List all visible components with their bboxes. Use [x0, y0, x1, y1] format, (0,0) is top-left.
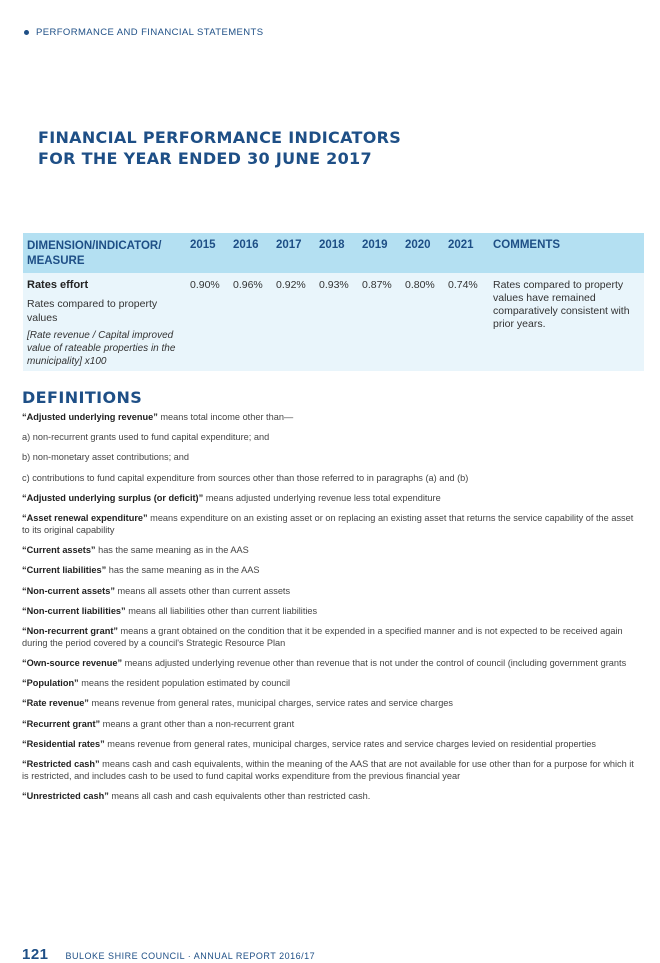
definition-term: “Asset renewal expenditure”: [22, 512, 148, 523]
col-year-header: 2018: [319, 239, 345, 251]
definition-text: means a grant obtained on the condition that it be expended in a specified manner and is not expected to be received again during the period covered by a council's Strategic Resource Plan: [22, 625, 623, 648]
definition-term: “Own-source revenue”: [22, 658, 123, 669]
definition-text: means total income other than—: [157, 412, 294, 422]
page-footer: [22, 946, 315, 963]
col-dimension-line2: MEASURE: [27, 255, 85, 267]
definition-term: “Restricted cash”: [22, 759, 100, 769]
definition-item: [22, 605, 642, 617]
section-label: PERFORMANCE AND FINANCIAL STATEMENTS: [36, 27, 264, 38]
definition-term: “Residential rates”: [22, 738, 105, 749]
definition-item: [22, 431, 642, 443]
definition-text: means adjusted underlying revenue less total expenditure: [203, 492, 441, 503]
definition-term: “Current liabilities”: [22, 565, 107, 576]
indicator-description: Rates compared to property values: [27, 298, 158, 324]
definition-term: “Recurrent grant”: [22, 718, 101, 729]
indicator-value: 0.93%: [319, 279, 349, 291]
definition-text: means a grant other than a non-recurrent grant: [100, 718, 295, 729]
indicator-value: 0.96%: [233, 279, 263, 291]
footer-text: BULOKE SHIRE COUNCIL · ANNUAL REPORT 2016/17: [65, 951, 316, 961]
definition-item: [22, 677, 642, 689]
definition-text: means revenue from general rates, municipal charges, service rates and service charges levied on residential properties: [104, 738, 597, 749]
definitions-list: [22, 411, 642, 810]
definition-item: [22, 657, 642, 669]
definition-text: b) non-monetary asset contributions; and: [22, 452, 189, 463]
indicator-value: 0.87%: [362, 279, 392, 291]
definition-item: [22, 564, 642, 576]
definition-item: [22, 718, 642, 730]
definition-text: means all liabilities other than current liabilities: [125, 605, 318, 616]
indicator-comment: Rates compared to property values have remained comparatively consistent with prior years.: [493, 279, 630, 330]
definition-text: means all cash and cash equivalents other than restricted cash.: [108, 791, 371, 802]
definition-term: “Rate revenue”: [22, 698, 89, 709]
page-number: 121: [22, 946, 49, 963]
col-year-header: 2019: [362, 239, 388, 251]
definition-text: means adjusted underlying revenue other than revenue that is not under the control of council (including government grants: [122, 658, 627, 669]
col-year-header: 2015: [190, 239, 216, 251]
definition-item: [22, 492, 642, 504]
definition-item: [22, 758, 642, 782]
col-year-header: 2021: [448, 239, 474, 251]
definition-text: means the resident population estimated by council: [78, 678, 291, 689]
definition-term: “Population”: [22, 678, 79, 689]
definition-term: “Non-recurrent grant”: [22, 625, 118, 636]
col-comments-header: COMMENTS: [493, 239, 561, 251]
definition-item: [22, 451, 642, 463]
indicator-value: 0.74%: [448, 279, 478, 291]
definition-item: [22, 544, 642, 556]
table-header-row: [23, 233, 644, 273]
definition-term: “Unrestricted cash”: [22, 791, 109, 802]
page-title-line2: FOR THE YEAR ENDED 30 JUNE 2017: [38, 149, 372, 168]
definitions-title: DEFINITIONS: [22, 388, 143, 407]
col-year-header: 2017: [276, 239, 302, 251]
definition-term: “Non-current assets”: [22, 585, 115, 596]
definition-text: has the same meaning as in the AAS: [95, 545, 249, 556]
definition-term: “Non-current liabilities”: [22, 605, 126, 616]
definition-text: means expenditure on an existing asset or on replacing an existing asset that returns the service capability of the asset to its original capability: [22, 512, 634, 535]
col-year-header: 2020: [405, 239, 431, 251]
section-header: [24, 27, 263, 38]
table-row: [23, 273, 644, 371]
definition-item: [22, 790, 642, 802]
definition-term: “Current assets”: [22, 545, 96, 556]
col-year-header: 2016: [233, 239, 259, 251]
indicator-formula: [Rate revenue / Capital improved value of rateable properties in the municipality] x100: [27, 330, 176, 367]
definition-item: [22, 697, 642, 709]
definition-item: [22, 512, 642, 536]
indicator-value: 0.80%: [405, 279, 435, 291]
definition-text: means cash and cash equivalents, within the meaning of the AAS that are not available for use other than for a purpose for which it is restricted, and includes cash to be used to fund capital works expenditure from the previous financial year: [22, 759, 634, 781]
indicator-value: 0.92%: [276, 279, 306, 291]
definition-term: “Adjusted underlying revenue”: [22, 412, 158, 422]
page-title: [38, 127, 401, 169]
definition-item: [22, 625, 642, 649]
definition-item: [22, 472, 642, 484]
definition-item: [22, 585, 642, 597]
definition-text: has the same meaning as in the AAS: [106, 565, 260, 576]
page-title-line1: FINANCIAL PERFORMANCE INDICATORS: [38, 128, 402, 147]
definition-text: c) contributions to fund capital expenditure from sources other than those referred to in paragraphs (a) and (b): [22, 472, 469, 483]
definition-term: “Adjusted underlying surplus (or deficit)”: [22, 492, 204, 503]
bullet-icon: [24, 30, 29, 35]
col-dimension-line1: DIMENSION/INDICATOR/: [27, 240, 162, 252]
definition-text: means revenue from general rates, municipal charges, service rates and service charges: [88, 698, 454, 709]
indicators-table: [23, 233, 644, 371]
definition-item: [22, 738, 642, 750]
definition-item: [22, 411, 642, 423]
definition-text: a) non-recurrent grants used to fund capital expenditure; and: [22, 432, 270, 443]
definition-text: means all assets other than current assets: [114, 585, 291, 596]
indicator-name: Rates effort: [27, 279, 89, 291]
col-dimension-header: [27, 239, 187, 269]
indicator-value: 0.90%: [190, 279, 220, 291]
